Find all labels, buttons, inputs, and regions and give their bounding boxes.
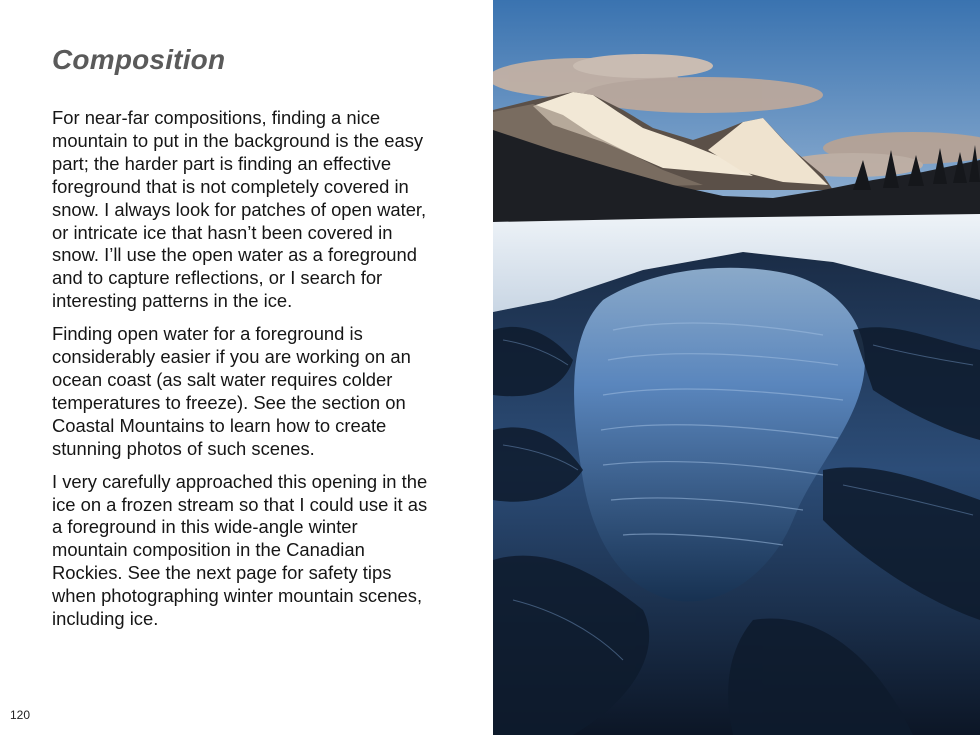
paragraph-3: I very carefully approached this opening in the ice on a frozen stream so that I could use it as a foreground in this wide-angle winter mountain composition in the Canadian Rockies. See the next page for safety tips when photographing winter mountain scenes, including ice. <box>52 470 428 630</box>
paragraph-1: For near-far compositions, finding a nice mountain to put in the background is the easy part; the harder part is finding an effective foreground that is not completely covered in snow. I always look for patches of open water, or intricate ice that hasn’t been covered in snow. I’ll use the open water as a foreground and to capture reflections, or I search for interesting patterns in the ice. <box>52 107 427 312</box>
body-text <box>52 107 432 641</box>
landscape-photo-illustration <box>493 0 980 735</box>
paragraph-2: Finding open water for a foreground is considerably easier if you are working on an ocean coast (as salt water requires colder temperatures to freeze). See the section on Coastal Mountains to learn how to create stunning photos of such scenes. <box>52 323 411 459</box>
page-number: 120 <box>10 708 31 722</box>
section-heading: Composition <box>52 44 226 75</box>
landscape-photo <box>493 0 980 735</box>
